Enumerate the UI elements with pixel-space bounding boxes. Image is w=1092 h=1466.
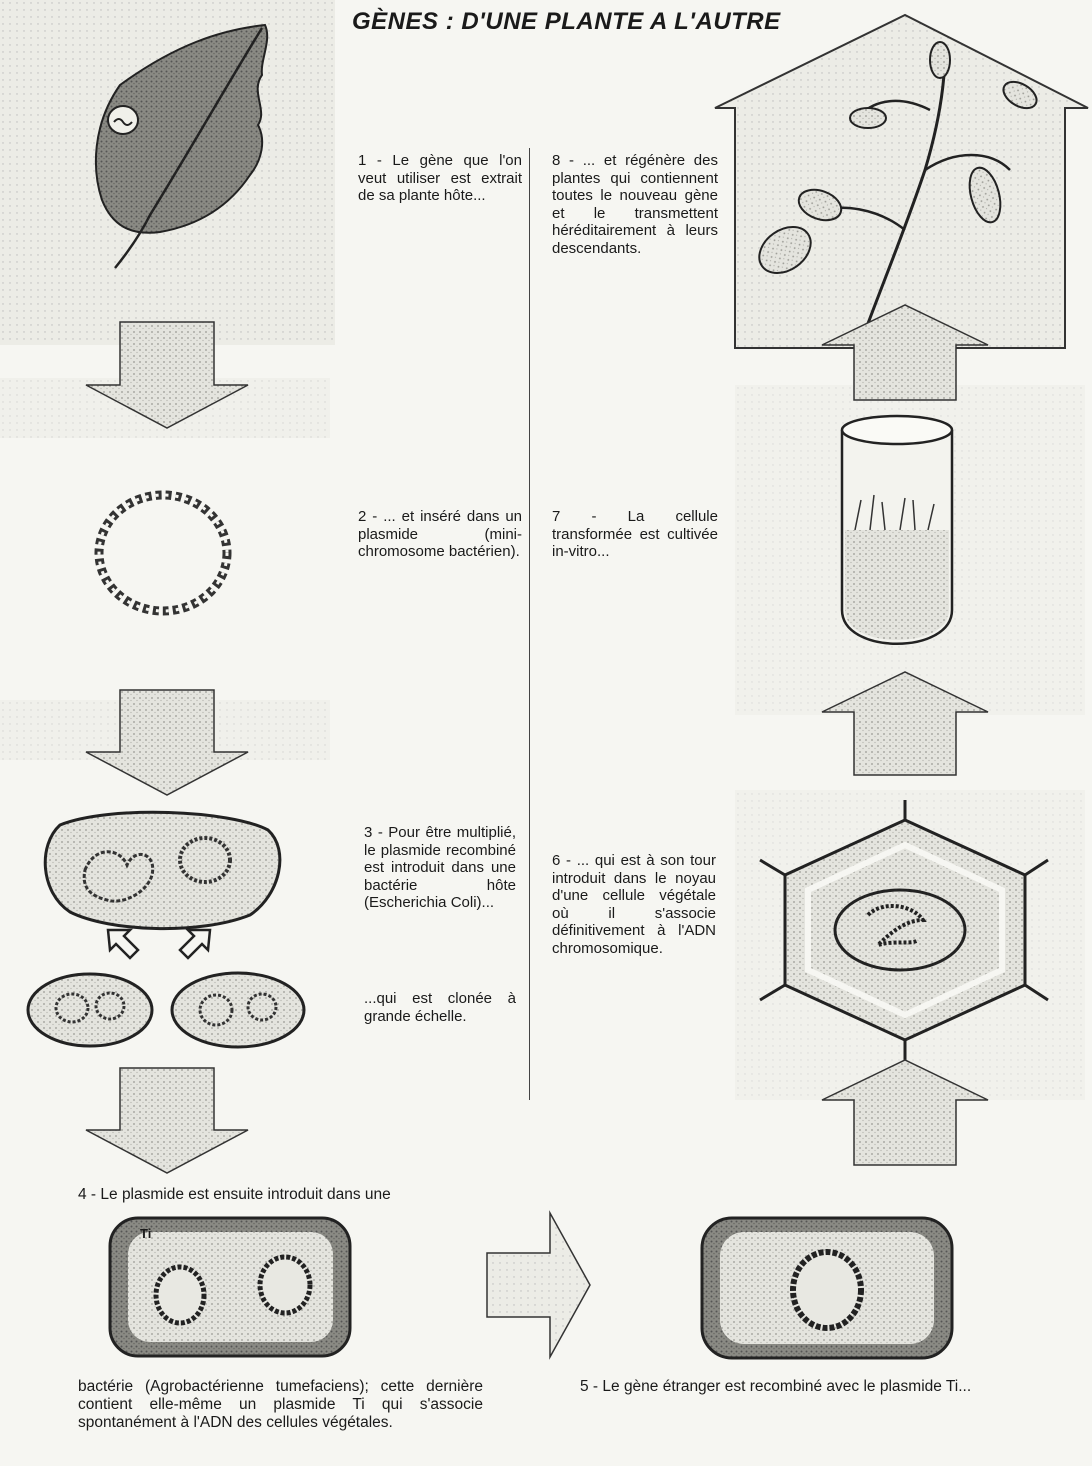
arrow-down-icon	[86, 1068, 248, 1173]
arrow-right-icon	[487, 1213, 590, 1357]
arrow-down-icon	[0, 690, 330, 795]
bacterium-icon	[28, 974, 152, 1046]
step-5-text: 5 - Le gène étranger est recombiné avec le plasmide Ti...	[580, 1378, 972, 1395]
plasmid-ring-icon	[99, 495, 227, 611]
step-1-text: 1 - Le gène que l'on veut utiliser est extrait de sa plante hôte...	[358, 152, 522, 204]
bacterium-icon	[702, 1218, 952, 1358]
leaf-icon	[0, 0, 335, 345]
step-4-text-bottom: bactérie (Agrobactérienne tumefaciens); cette dernière contient elle-même un plasmide Ti qui s'associe spontanément à l'ADN des cellules végétales.	[78, 1378, 483, 1431]
step-7-text: 7 - La cellule transformée est cultivée in-vitro...	[552, 508, 718, 560]
ti-label: Ti	[140, 1226, 152, 1241]
bacterium-icon	[45, 812, 280, 928]
test-tube-icon	[842, 416, 952, 644]
step-8-text: 8 - ... et régénère des plantes qui contiennent toutes le nouveau gène et le transmettent héréditairement à leurs descendants.	[552, 152, 718, 257]
step-6-text: 6 - ... qui est à son tour introduit dans le noyau d'une cellule végétale où il s'associe définitivement à l'ADN chromosomique.	[552, 852, 716, 957]
step-3b-text: ...qui est clonée à grande échelle.	[364, 990, 516, 1025]
page-title: GÈNES : D'UNE PLANTE A L'AUTRE	[352, 8, 781, 35]
house-icon	[715, 15, 1088, 348]
step-2-text: 2 - ... et inséré dans un plasmide (mini-chromosome bactérien).	[358, 508, 522, 560]
arrow-down-icon	[108, 930, 210, 958]
plant-cell-icon	[735, 790, 1085, 1100]
step-4-text-top: 4 - Le plasmide est ensuite introduit dans une	[78, 1186, 391, 1203]
step-3-text: 3 - Pour être multiplié, le plasmide recombiné est introduit dans une bactérie hôte (Escherichia Coli)...	[364, 824, 516, 911]
bacterium-icon	[172, 973, 304, 1047]
